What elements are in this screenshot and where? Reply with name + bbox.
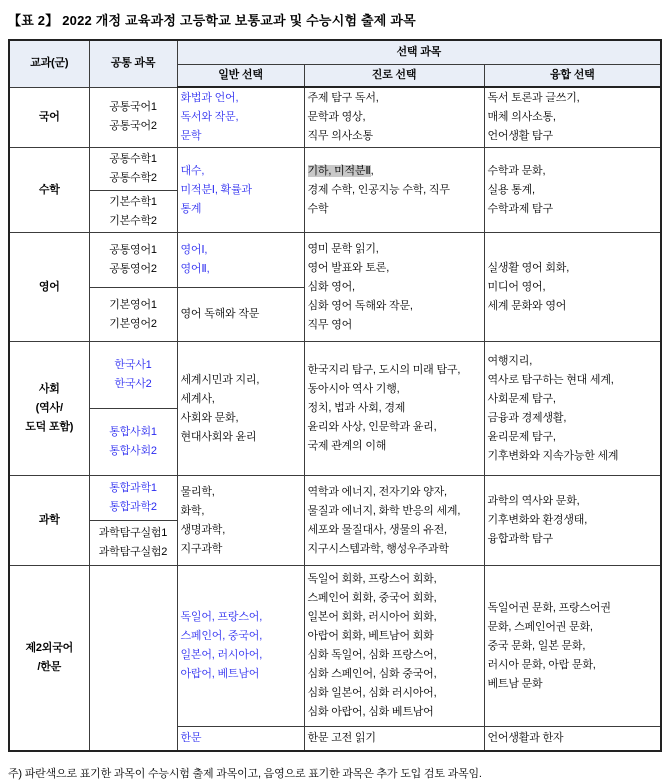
- math-common-top-list: 공통수학1 공통수학2: [109, 153, 157, 184]
- korean-general-cell: [177, 87, 304, 148]
- second-language-career-top-list: 독일어 회화, 프랑스어 회화, 스페인어 회화, 중국어 회화, 일본어 회화, 러시아어 회화, 아랍어 회화, 베트남어 회화 심화 독일어, 심화 프랑스어, 심화 스페인어, 심화 중국어, 심화 일본어, 심화 러시아어, 심화 아랍어, 심화 베트남어: [307, 573, 437, 718]
- english-general-top-cell: [177, 233, 304, 288]
- second-language-common-cell-empty: [89, 566, 177, 751]
- row-korean: [9, 87, 661, 148]
- header-subject-group: 교과(군): [9, 40, 89, 87]
- header-career-elective: 진로 선택: [304, 64, 484, 87]
- social-career-list: 한국지리 탐구, 도시의 미래 탐구, 동아시아 역사 기행, 정치, 법과 사회, 경제 윤리와 사상, 인문학과 윤리, 국제 관계의 이해: [307, 364, 461, 452]
- social-general-cell: [177, 342, 304, 476]
- second-language-career-bottom-label: 한문 고전 읽기: [307, 731, 376, 744]
- header-elective-subjects: 선택 과목: [177, 40, 661, 64]
- english-general-top-list: 영어Ⅰ, 영어Ⅱ,: [180, 244, 210, 275]
- english-career-list: 영미 문학 읽기, 영어 발표와 토론, 심화 영어, 심화 영어 독해와 작문, 직무 영어: [307, 242, 413, 331]
- social-common-bottom-cell: [89, 409, 177, 476]
- english-fusion-list: 실생활 영어 회화, 미디어 영어, 세계 문화와 영어: [487, 261, 570, 312]
- math-career-highlighted-subjects: 기하, 미적분Ⅱ: [307, 164, 371, 177]
- second-language-fusion-top-list: 독일어권 문화, 프랑스어권 문화, 스페인어권 문화, 중국 문화, 일본 문화, 러시아 문화, 아랍 문화, 베트남 문화: [487, 601, 611, 690]
- korean-fusion-list: 독서 토론과 글쓰기, 매체 의사소통, 언어생활 탐구: [487, 92, 580, 142]
- math-subject-cell: 수학: [9, 148, 89, 233]
- social-subject-label: 사회 (역사/ 도덕 포함): [25, 383, 74, 433]
- social-fusion-cell: [484, 342, 661, 476]
- math-general-list: 대수, 미적분Ⅰ, 확률과 통계: [180, 164, 252, 215]
- science-career-cell: [304, 476, 484, 566]
- science-common-top-cell: [89, 476, 177, 521]
- curriculum-table: [8, 39, 662, 752]
- english-common-top-list: 공통영어1 공통영어2: [109, 244, 157, 275]
- korean-career-cell: [304, 87, 484, 148]
- english-common-bottom-list: 기본영어1 기본영어2: [109, 298, 157, 330]
- header-common-subjects: 공통 과목: [89, 40, 177, 87]
- header-general-elective: 일반 선택: [177, 64, 304, 87]
- social-subject-cell: [9, 342, 89, 476]
- korean-career-list: 주제 탐구 독서, 문학과 영상, 직무 의사소통: [307, 92, 379, 142]
- math-career-rest-list: 경제 수학, 인공지능 수학, 직무 수학: [307, 183, 450, 215]
- science-general-list: 물리학, 화학, 생명과학, 지구과학: [180, 485, 226, 555]
- footnote: 주) 파란색으로 표기한 과목이 수능시험 출제 과목이고, 음영으로 표기한 과목은 추가 도입 검토 과목임.: [8, 767, 482, 780]
- row-second-language-upper: [9, 566, 661, 727]
- header-row-1: [9, 40, 661, 64]
- social-common-top-list: 한국사1 한국사2: [114, 359, 152, 390]
- social-career-cell: [304, 342, 484, 476]
- science-fusion-cell: [484, 476, 661, 566]
- second-language-fusion-top-cell: [484, 566, 661, 727]
- second-language-career-top-cell: [304, 566, 484, 727]
- row-english-upper: [9, 233, 661, 288]
- second-language-fusion-bottom-label: 언어생활과 한자: [487, 731, 564, 744]
- second-language-general-top-list: 독일어, 프랑스어, 스페인어, 중국어, 일본어, 러시아어, 아랍어, 베트남어: [180, 611, 263, 680]
- english-common-bottom-cell: [89, 288, 177, 342]
- math-career-comma: ,: [370, 164, 374, 177]
- math-common-bottom-cell: [89, 191, 177, 233]
- social-fusion-list: 여행지리, 역사로 탐구하는 현대 세계, 사회문제 탐구, 금융과 경제생활, 윤리문제 탐구, 기후변화와 지속가능한 세계: [487, 354, 619, 462]
- science-career-list: 역학과 에너지, 전자기와 양자, 물질과 에너지, 화학 반응의 세계, 세포와 물질대사, 생물의 유전, 지구시스템과학, 행성우주과학: [307, 485, 461, 555]
- row-math-upper: [9, 148, 661, 191]
- english-career-cell: [304, 233, 484, 342]
- korean-subject-cell: 국어: [9, 87, 89, 148]
- table-title: 【표 2】 2022 개정 교육과정 고등학교 보통교과 및 수능시험 출제 과목: [8, 13, 416, 28]
- second-language-general-bottom-cell: [177, 727, 304, 751]
- second-language-general-bottom-label: 한문: [180, 731, 202, 744]
- social-common-top-cell: [89, 342, 177, 409]
- korean-general-list: 화법과 언어, 독서와 작문, 문학: [180, 92, 239, 142]
- english-subject-cell: 영어: [9, 233, 89, 342]
- english-common-top-cell: [89, 233, 177, 288]
- english-general-bottom-cell: [177, 288, 304, 342]
- math-career-cell: [304, 148, 484, 233]
- science-fusion-list: 과학의 역사와 문화, 기후변화와 환경생태, 융합과학 탐구: [487, 495, 588, 545]
- english-fusion-cell: [484, 233, 661, 342]
- korean-fusion-cell: [484, 87, 661, 148]
- header-fusion-elective: 융합 선택: [484, 64, 661, 87]
- math-general-cell: [177, 148, 304, 233]
- second-language-career-bottom-cell: [304, 727, 484, 751]
- math-common-top-cell: [89, 148, 177, 191]
- second-language-fusion-bottom-cell: [484, 727, 661, 751]
- math-fusion-list: 수학과 문화, 실용 통계, 수학과제 탐구: [487, 164, 553, 215]
- science-common-bottom-cell: [89, 521, 177, 566]
- math-common-bottom-list: 기본수학1 기본수학2: [109, 195, 157, 227]
- english-general-bottom-label: 영어 독해와 작문: [180, 308, 260, 320]
- second-language-subject-cell: [9, 566, 89, 751]
- science-subject-cell: 과학: [9, 476, 89, 566]
- math-fusion-cell: [484, 148, 661, 233]
- second-language-subject-label: 제2외국어 /한문: [25, 641, 74, 673]
- row-social-upper: [9, 342, 661, 409]
- row-science-upper: [9, 476, 661, 521]
- korean-common-cell: [89, 87, 177, 148]
- korean-common-list: 공통국어1 공통국어2: [109, 101, 157, 133]
- social-common-bottom-list: 통합사회1 통합사회2: [109, 426, 157, 457]
- science-general-cell: [177, 476, 304, 566]
- science-common-bottom-list: 과학탐구실험1 과학탐구실험2: [98, 527, 168, 558]
- social-general-list: 세계시민과 지리, 세계사, 사회와 문화, 현대사회와 윤리: [180, 373, 260, 443]
- second-language-general-top-cell: [177, 566, 304, 727]
- science-common-top-list: 통합과학1 통합과학2: [109, 482, 157, 513]
